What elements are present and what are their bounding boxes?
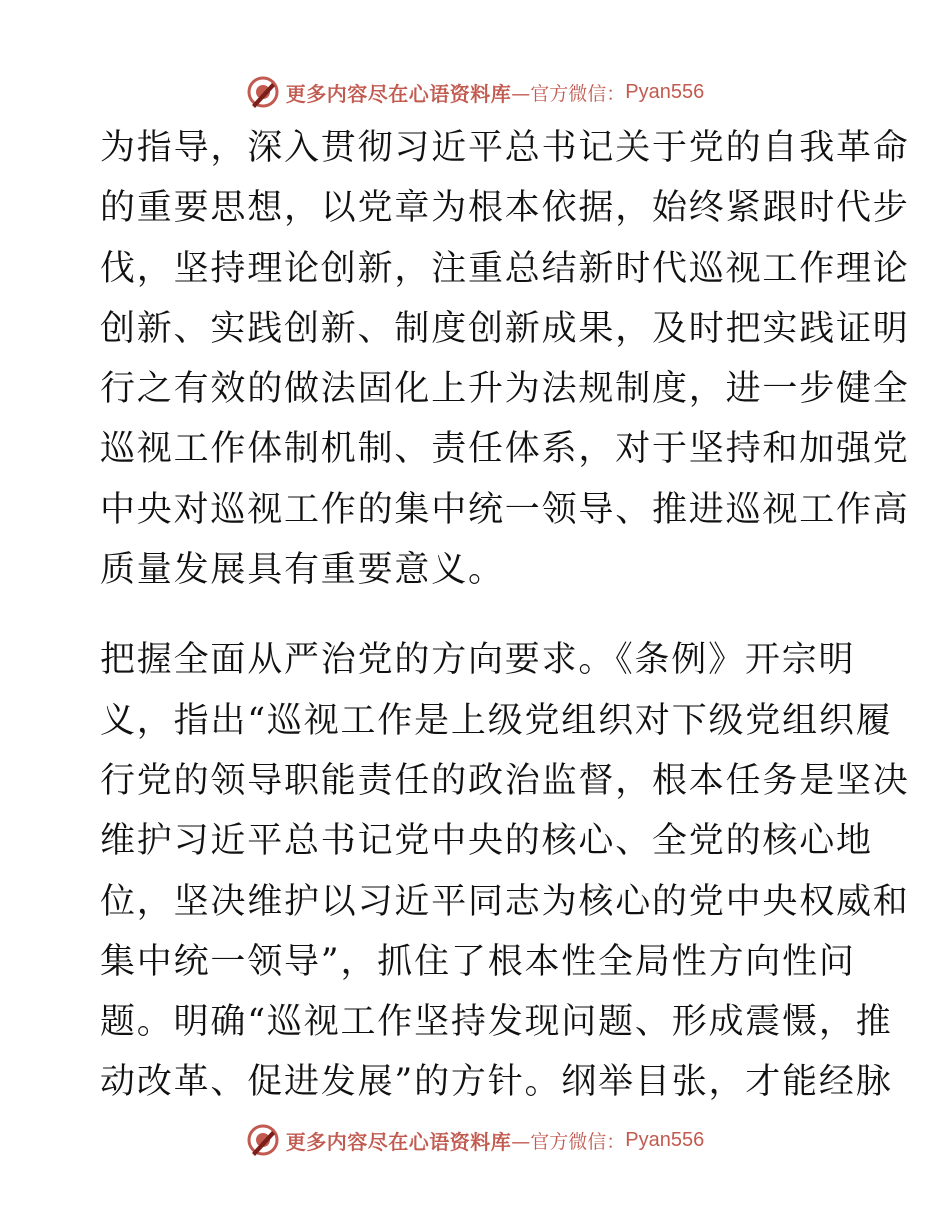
text-line: 行之有效的做法固化上升为法规制度，进一步健全 xyxy=(100,369,910,410)
text-line: 伐，坚持理论创新，注重总结新时代巡视工作理论 xyxy=(100,248,910,289)
text-line: 把握全面从严治党的方向要求。《条例》开宗明 xyxy=(100,640,856,681)
document-body xyxy=(100,118,910,1113)
watermark-separator: —官方微信： xyxy=(511,82,626,105)
pen-seal-icon xyxy=(246,75,280,109)
text-line: 质量发展具有重要意义。 xyxy=(100,550,505,591)
text-line: 中央对巡视工作的集中统一领导、推进巡视工作高 xyxy=(100,489,910,530)
watermark-main-text: 更多内容尽在心语资料库 xyxy=(285,81,512,106)
pen-seal-icon xyxy=(246,1123,280,1157)
text-line: 题。明确“巡视工作坚持发现问题、形成震慑，推 xyxy=(100,1002,893,1043)
watermark-wechat-id: Pyan556 xyxy=(625,80,705,103)
header-watermark xyxy=(0,70,950,114)
text-line: 行党的领导职能责任的政治监督，根本任务是坚决 xyxy=(100,760,910,801)
paragraph xyxy=(100,118,910,600)
footer-watermark xyxy=(0,1118,950,1162)
paragraph-gap xyxy=(100,600,850,630)
text-line: 动改革、促进发展”的方针。纲举目张，才能经脉 xyxy=(100,1062,893,1103)
text-line: 维护习近平总书记党中央的核心、全党的核心地 xyxy=(100,821,873,862)
text-line: 巡视工作体制机制、责任体系，对于坚持和加强党 xyxy=(100,429,910,470)
watermark-separator: —官方微信： xyxy=(511,1130,626,1153)
text-line: 义，指出“巡视工作是上级党组织对下级党组织履 xyxy=(100,700,893,741)
watermark-wechat-id: Pyan556 xyxy=(625,1128,705,1151)
text-line: 为指导，深入贯彻习近平总书记关于党的自我革命 xyxy=(100,128,910,168)
text-line: 创新、实践创新、制度创新成果，及时把实践证明 xyxy=(100,308,910,349)
watermark-main-text: 更多内容尽在心语资料库 xyxy=(285,1129,512,1154)
text-line: 集中统一领导”，抓住了根本性全局性方向性问 xyxy=(100,941,856,982)
text-line: 位，坚决维护以习近平同志为核心的党中央权威和 xyxy=(100,881,910,922)
text-line: 的重要思想，以党章为根本依据，始终紧跟时代步 xyxy=(100,188,910,229)
paragraph xyxy=(100,630,910,1112)
